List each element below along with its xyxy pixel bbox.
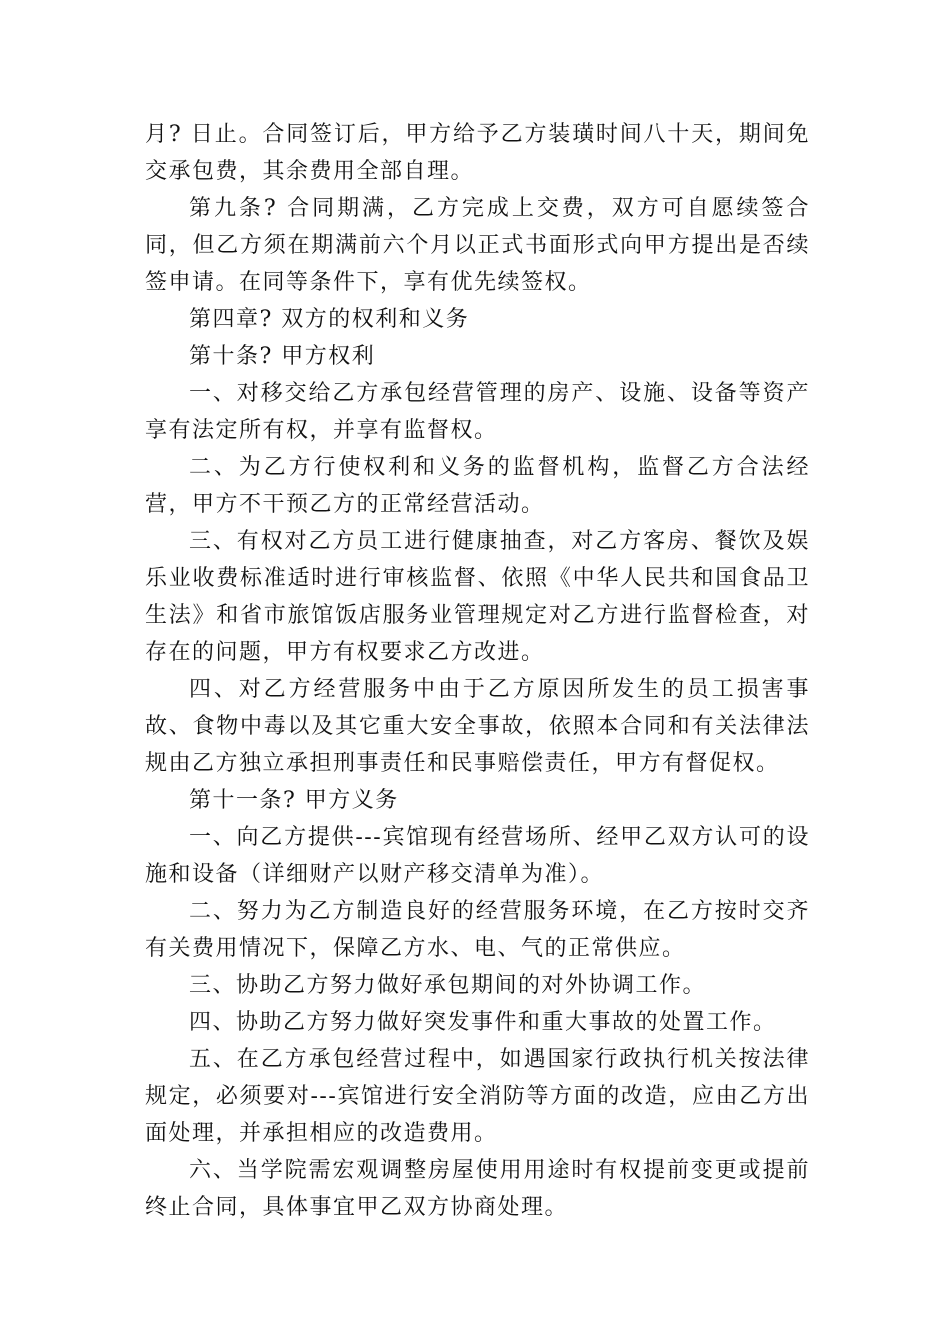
article-9: 第九条? 合同期满，乙方完成上交费，双方可自愿续签合同，但乙方须在期满前六个月以正式书面形式向甲方提出是否续签申请。在同等条件下，享有优先续签权。 [145, 196, 810, 295]
article-10-heading: 第十条? 甲方权利 [189, 344, 376, 369]
article-11-heading: 第十一条? 甲方义务 [189, 788, 399, 813]
article-10-item-2: 二、为乙方行使权利和义务的监督机构，监督乙方合法经营，甲方不干预乙方的正常经营活动。 [145, 455, 810, 517]
paragraph-continuation: 月? 日止。合同签订后，甲方给予乙方装璜时间八十天，期间免交承包费，其余费用全部自理。 [145, 122, 810, 184]
article-11-item-5: 五、在乙方承包经营过程中，如遇国家行政执行机关按法律规定，必须要对---宾馆进行安全消防等方面的改造，应由乙方出面处理，并承担相应的改造费用。 [145, 1047, 810, 1146]
article-11-item-2: 二、努力为乙方制造良好的经营服务环境，在乙方按时交齐有关费用情况下，保障乙方水、电、气的正常供应。 [145, 899, 810, 961]
article-10-item-4: 四、对乙方经营服务中由于乙方原因所发生的员工损害事故、食物中毒以及其它重大安全事故，依照本合同和有关法律法规由乙方独立承担刑事责任和民事赔偿责任，甲方有督促权。 [145, 677, 810, 776]
chapter-4-heading: 第四章? 双方的权利和义务 [189, 307, 470, 332]
article-11-item-6: 六、当学院需宏观调整房屋使用用途时有权提前变更或提前终止合同，具体事宜甲乙双方协商处理。 [145, 1158, 810, 1220]
article-10-item-1: 一、对移交给乙方承包经营管理的房产、设施、设备等资产享有法定所有权，并享有监督权。 [145, 381, 810, 443]
article-11-item-4: 四、协助乙方努力做好突发事件和重大事故的处置工作。 [189, 1010, 777, 1035]
document-body [145, 116, 810, 1226]
article-10-item-3: 三、有权对乙方员工进行健康抽查，对乙方客房、餐饮及娱乐业收费标准适时进行审核监督、依照《中华人民共和国食品卫生法》和省市旅馆饭店服务业管理规定对乙方进行监督检查，对存在的问题，甲方有权要求乙方改进。 [145, 529, 810, 665]
article-11-item-1: 一、向乙方提供---宾馆现有经营场所、经甲乙双方认可的设施和设备（详细财产以财产移交清单为准）。 [145, 825, 810, 887]
article-11-item-3: 三、协助乙方努力做好承包期间的对外协调工作。 [189, 973, 707, 998]
